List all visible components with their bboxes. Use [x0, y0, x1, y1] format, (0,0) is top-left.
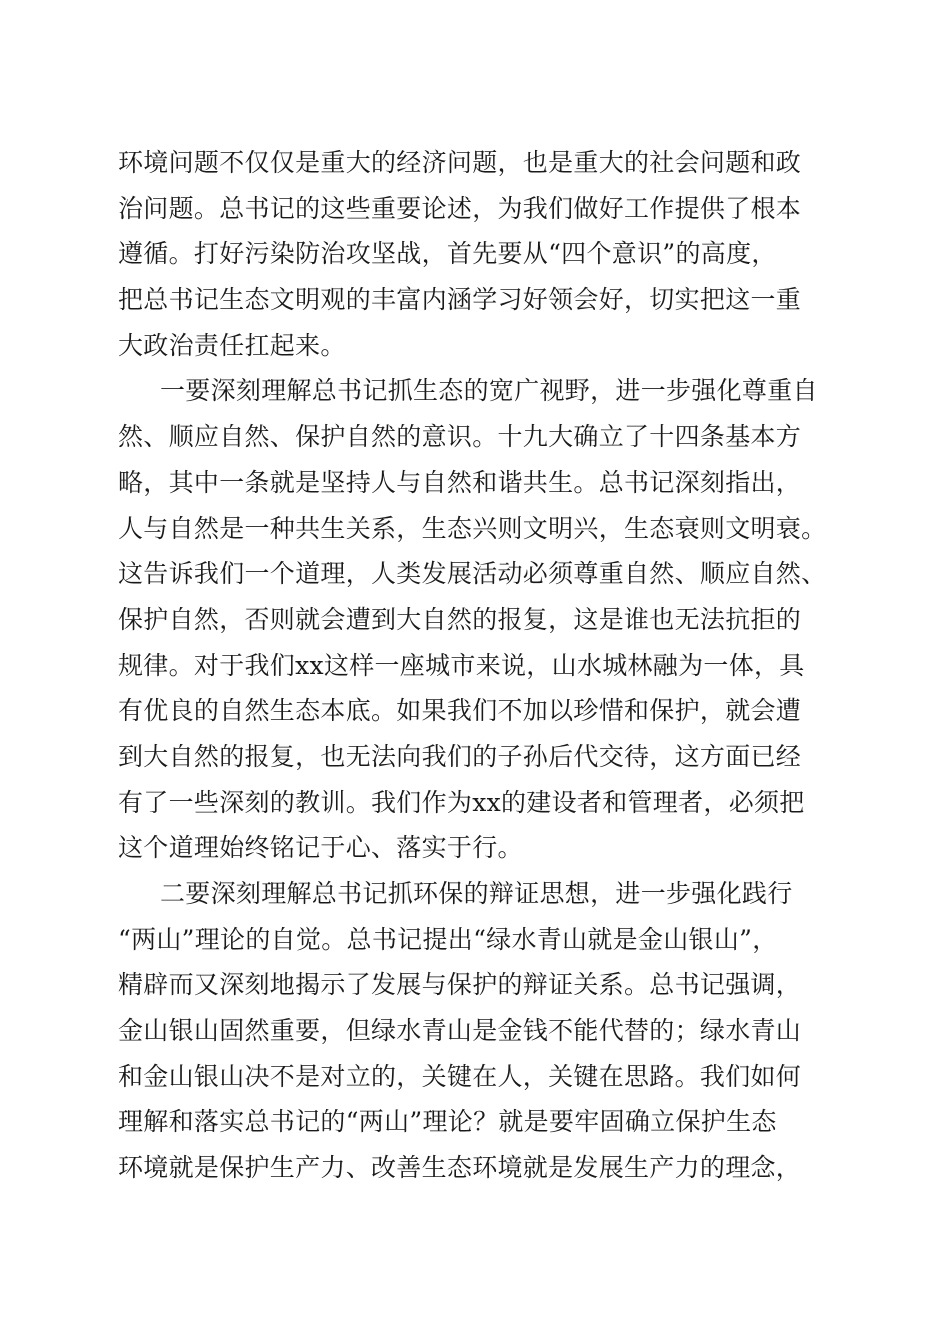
text-line: 环境问题不仅仅是重大的经济问题，也是重大的社会问题和政	[118, 148, 802, 177]
text-line: 精辟而又深刻地揭示了发展与保护的辩证关系。总书记强调，	[118, 970, 802, 1000]
body-text	[118, 140, 838, 1191]
text-line: “两山”理论的自觉。总书记提出“绿水青山就是金山银山”，	[118, 924, 778, 954]
text-line: 和金山银山决不是对立的，关键在人，关键在思路。我们如何	[118, 1061, 802, 1091]
text-line: 有优良的自然生态本底。如果我们不加以珍惜和保护，就会遭	[118, 696, 802, 726]
text-line: 把总书记生态文明观的丰富内涵学习好领会好，切实把这一重	[118, 285, 802, 315]
text-line: 金山银山固然重要，但绿水青山是金钱不能代替的；绿水青山	[118, 1016, 802, 1046]
text-line: 理解和落实总书记的“两山”理论？就是要牢固确立保护生态	[118, 1107, 777, 1137]
text-line: 然、顺应自然、保护自然的意识。十九大确立了十四条基本方	[118, 422, 802, 452]
text-line: 大政治责任扛起来。	[118, 330, 346, 360]
text-line: 环境就是保护生产力、改善生态环境就是发展生产力的理念，	[118, 1153, 802, 1183]
text-line: 这告诉我们一个道理，人类发展活动必须尊重自然、顺应自然、	[118, 559, 827, 589]
text-line: 保护自然，否则就会遭到大自然的报复，这是谁也无法抗拒的	[118, 604, 802, 634]
text-line: 治问题。总书记的这些重要论述，为我们做好工作提供了根本	[118, 193, 802, 223]
paragraph-first-line: 二要深刻理解总书记抓环保的辩证思想，进一步强化践行	[160, 879, 793, 908]
text-line: 规律。对于我们xx这样一座城市来说，山水城林融为一体，具	[118, 650, 805, 680]
text-line: 有了一些深刻的教训。我们作为xx的建设者和管理者，必须把	[118, 787, 805, 817]
paragraph-first-line: 一要深刻理解总书记抓生态的宽广视野，进一步强化尊重自	[160, 376, 818, 406]
text-line: 略，其中一条就是坚持人与自然和谐共生。总书记深刻指出，	[118, 467, 802, 497]
text-line: 遵循。打好污染防治攻坚战，首先要从“四个意识”的高度，	[118, 239, 777, 269]
text-line: 到大自然的报复，也无法向我们的子孙后代交待，这方面已经	[118, 741, 802, 771]
text-line: 人与自然是一种共生关系，生态兴则文明兴，生态衰则文明衰。	[118, 513, 827, 543]
text-line: 这个道理始终铭记于心、落实于行。	[118, 833, 523, 863]
